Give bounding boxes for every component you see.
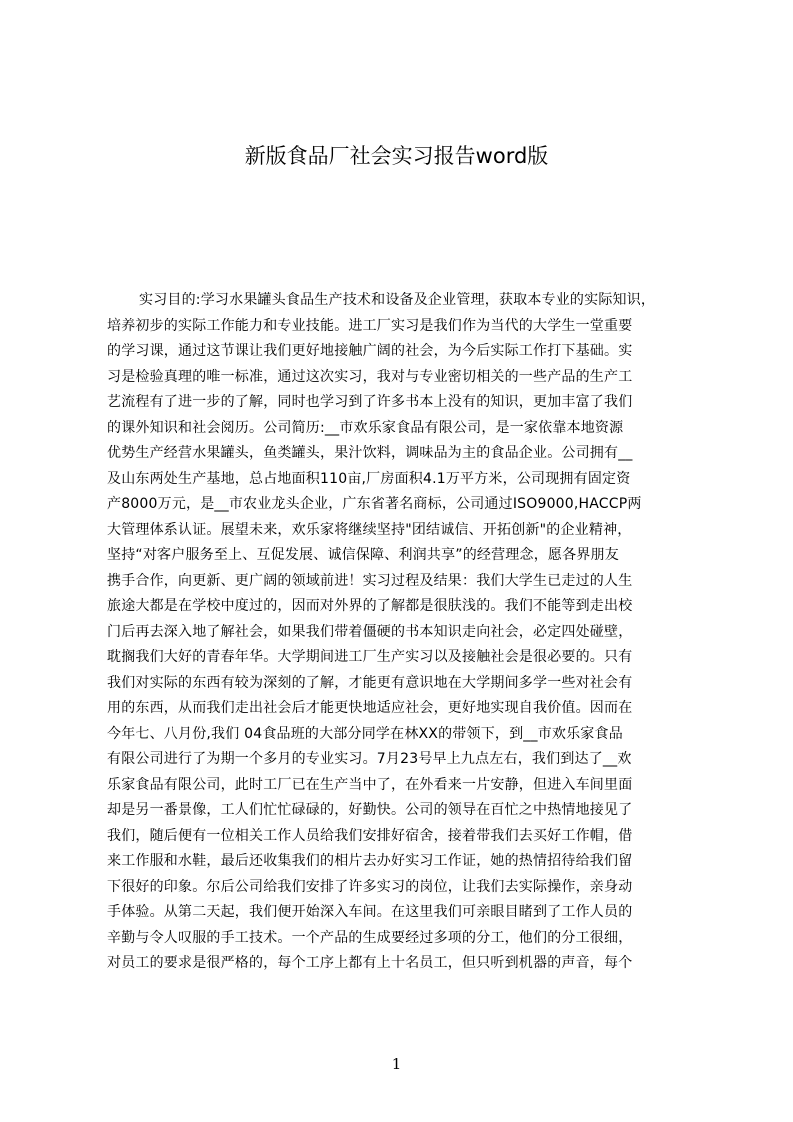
body-paragraph [107,288,700,977]
body-line: 有限公司进行了为期一个多月的专业实习。7月23号早上九点左右，我们到达了__欢 [107,751,632,767]
body-line: 我们，随后便有一位相关工作人员给我们安排好宿舍，接着带我们去买好工作帽，借 [107,827,633,844]
body-line: 实习目的:学习水果罐头食品生产技术和设备及企业管理，获取本专业的实际知识， [139,292,656,308]
body-line: 今年七、八月份,我们 04食品班的大部分同学在林XX的带领下，到__市欢乐家食品 [107,725,623,742]
body-line: 的学习课，通过这节课让我们更好地接触广阔的社会，为今后实际工作打下基础。实 [107,343,633,359]
body-line: 耽搁我们大好的青春年华。大学期间进工厂生产实习以及接触社会是很必要的。只有 [107,649,633,665]
body-line: 用的东西，从而我们走出社会后才能更快地适应社会，更好地实现自我价值。因而在 [107,700,633,716]
body-line: 旅途大都是在学校中度过的，因而对外界的了解都是很肤浅的。我们不能等到走出校 [107,598,633,614]
body-line: 优势生产经营水果罐头，鱼类罐头，果汁饮料，调味品为主的食品企业。公司拥有__ [107,445,633,461]
body-line: 习是检验真理的唯一标准，通过这次实习，我对与专业密切相关的一些产品的生产工 [107,368,633,385]
body-line: 手体验。从第二天起，我们便开始深入车间。在这里我们可亲眼目睹到了工作人员的 [107,904,633,920]
body-line: 携手合作，向更新、更广阔的领域前进！实习过程及结果：我们大学生已走过的人生 [107,572,633,589]
document-title: 新版食品厂社会实习报告word版 [244,144,549,168]
page-number: 1 [391,1055,402,1073]
body-line: 坚持“对客户服务至上、互促发展、诚信保障、利润共享”的经营理念，愿各界朋友 [107,547,619,563]
body-line: 艺流程有了进一步的了解，同时也学习到了许多书本上没有的知识，更加丰富了我们 [107,394,633,410]
body-line: 对员工的要求是很严格的，每个工序上都有上十名员工，但只听到机器的声音，每个 [107,955,633,971]
body-line: 及山东两处生产基地，总占地面积110亩,厂房面积4.1万平方米，公司现拥有固定资 [107,470,631,487]
body-line: 培养初步的实际工作能力和专业技能。进工厂实习是我们作为当代的大学生一堂重要 [107,317,633,334]
body-line: 门后再去深入地了解社会，如果我们带着僵硬的书本知识走向社会，必定四处碰壁， [107,623,633,640]
body-line: 辛勤与令人叹服的手工技术。一个产品的生成要经过多项的分工，他们的分工很细， [107,929,633,946]
body-line: 下很好的印象。尔后公司给我们安排了许多实习的岗位，让我们去实际操作，亲身动 [107,878,633,895]
body-line: 大管理体系认证。展望未来，欢乐家将继续坚持"团结诚信、开拓创新"的企业精神， [107,521,632,538]
body-line: 来工作服和水鞋，最后还收集我们的相片去办好实习工作证，她的热情招待给我们留 [107,853,633,869]
body-line: 乐家食品有限公司，此时工厂已在生产当中了，在外看来一片安静，但进入车间里面 [107,776,633,793]
body-line: 的课外知识和社会阅历。公司简历:__市欢乐家食品有限公司，是一家依靠本地资源 [107,419,624,436]
body-line: 我们对实际的东西有较为深刻的了解，才能更有意识地在大学期间多学一些对社会有 [107,674,633,691]
body-line: 却是另一番景像，工人们忙忙碌碌的，好勤快。公司的领导在百忙之中热情地接见了 [107,802,633,818]
body-line: 产8000万元，是__市农业龙头企业，广东省著名商标，公司通过ISO9000,HACCP两 [107,496,642,512]
